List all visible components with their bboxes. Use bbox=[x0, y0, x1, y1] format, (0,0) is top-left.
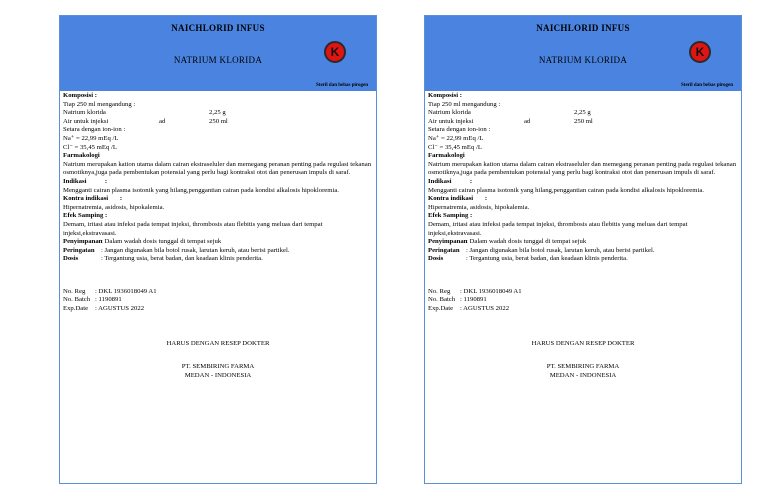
reg-key: No. Reg bbox=[428, 287, 451, 295]
spacer bbox=[63, 264, 373, 288]
spacer bbox=[63, 314, 373, 340]
na-line: Na⁺ = 22,99 mEq /L bbox=[63, 134, 119, 142]
hard-drug-k-logo-icon bbox=[689, 41, 711, 63]
company-city: MEDAN - INDONESIA bbox=[184, 371, 252, 379]
company-city: MEDAN - INDONESIA bbox=[549, 371, 617, 379]
label-body bbox=[60, 91, 376, 380]
kontra-heading: Kontra indikasi bbox=[63, 195, 109, 203]
na-line: Na⁺ = 22,99 mEq /L bbox=[428, 134, 484, 142]
efek-text: Demam, iritasi atau infeksi pada tempat injeksi, thrombosis atau flebitis yang meluas dari tempat injeksi,ekstravasasi. bbox=[428, 220, 688, 237]
air-value: 250 ml bbox=[574, 117, 593, 125]
kontra-text: Hipernatremia, asidosis, hipokalemia. bbox=[63, 203, 165, 211]
hard-drug-k-logo-icon bbox=[324, 41, 346, 63]
sterile-note: Steril dan bebas pirogen bbox=[681, 83, 733, 88]
natrium-name: Natrium klorida bbox=[428, 109, 471, 117]
efek-heading: Efek Samping bbox=[428, 212, 469, 220]
spacer bbox=[159, 109, 209, 118]
peringatan-heading: Peringatan bbox=[63, 246, 95, 254]
logo-letter: K bbox=[695, 45, 705, 59]
farmakologi-text: Natrium merupakan kation utama dalam cairan ekstraseluler dan memegang peranan penting pada regulasi tekanan osmotiknya,juga pada pembentukan potensial yang perlu bagi kontraksi otot dan penerusan impuls di saraf. bbox=[428, 160, 737, 177]
air-ad: ad bbox=[159, 117, 166, 125]
dosis-text: : Tergantung usia, berat badan, dan keadaan klinis penderita. bbox=[466, 255, 628, 263]
penyimpanan-text: : Dalam wadah dosis tunggal di tempat sejuk bbox=[466, 238, 587, 246]
colon: : bbox=[459, 92, 463, 99]
setara-line: Setara dengan ion-ion : bbox=[428, 126, 491, 134]
product-subtitle: NATRIUM KLORIDA bbox=[173, 55, 263, 65]
reg-key: No. Reg bbox=[63, 287, 86, 295]
colon: : bbox=[104, 177, 108, 185]
penyimpanan-heading: Penyimpanan bbox=[63, 238, 103, 246]
spacer bbox=[524, 109, 574, 118]
komposisi-heading: Komposisi bbox=[63, 92, 94, 99]
peringatan-text: : Jangan digunakan bila botol rusak, larutan keruh, atau berisi partikel. bbox=[101, 246, 290, 254]
label-header bbox=[60, 16, 376, 91]
reg-value: : DKL 1936018049 A1 bbox=[95, 287, 157, 295]
prescription-note: HARUS DENGAN RESEP DOKTER bbox=[531, 339, 635, 347]
colon: : bbox=[484, 195, 488, 203]
natrium-value: 2,25 g bbox=[209, 109, 226, 117]
cl-line: Cl⁻ = 35,45 mEq /L bbox=[428, 143, 482, 151]
peringatan-heading: Peringatan bbox=[428, 246, 460, 254]
peringatan-text: : Jangan digunakan bila botol rusak, larutan keruh, atau berisi partikel. bbox=[466, 246, 655, 254]
product-subtitle: NATRIUM KLORIDA bbox=[538, 55, 628, 65]
batch-value: : 1190891 bbox=[95, 296, 122, 304]
air-ad: ad bbox=[524, 117, 531, 125]
exp-value: : AGUSTUS 2022 bbox=[460, 305, 510, 313]
label-header bbox=[425, 16, 741, 91]
logo-letter: K bbox=[330, 45, 340, 59]
air-value: 250 ml bbox=[209, 117, 228, 125]
colon: : bbox=[105, 212, 108, 220]
kontra-heading: Kontra indikasi bbox=[428, 195, 474, 203]
air-name: Air untuk injeksi bbox=[63, 117, 109, 125]
tiap-line: Tiap 250 ml mengandung : bbox=[428, 100, 501, 108]
natrium-name: Natrium klorida bbox=[63, 109, 106, 117]
exp-key: Exp.Date bbox=[63, 305, 89, 313]
spacer bbox=[63, 348, 373, 363]
indikasi-text: Mengganti cairan plasma isotonik yang hilang,penggantian cairan pada kondisi alkalosis hipokloremia. bbox=[428, 186, 704, 194]
farmakologi-text: Natrium merupakan kation utama dalam cairan ekstraseluler dan memegang peranan penting pada regulasi tekanan osmotiknya,juga pada pembentukan potensial yang perlu bagi kontraksi otot dan penerusan impuls di saraf. bbox=[63, 160, 372, 177]
company-name: PT. SEMBIRING FARMA bbox=[546, 363, 620, 371]
colon: : bbox=[469, 177, 473, 185]
exp-key: Exp.Date bbox=[428, 305, 454, 313]
penyimpanan-heading: Penyimpanan bbox=[428, 238, 468, 246]
product-title: NAICHLORID INFUS bbox=[171, 23, 265, 33]
colon: : bbox=[119, 195, 123, 203]
efek-text: Demam, iritasi atau infeksi pada tempat injeksi, thrombosis atau flebitis yang meluas dari tempat injeksi,ekstravasasi. bbox=[63, 220, 323, 237]
dosis-text: : Tergantung usia, berat badan, dan keadaan klinis penderita. bbox=[101, 255, 263, 263]
setara-line: Setara dengan ion-ion : bbox=[63, 126, 126, 134]
tiap-line: Tiap 250 ml mengandung : bbox=[63, 100, 136, 108]
farmakologi-heading: Farmakologi bbox=[428, 152, 465, 160]
spacer bbox=[428, 264, 738, 288]
batch-key: No. Batch bbox=[428, 296, 456, 304]
spacer bbox=[428, 314, 738, 340]
batch-value: : 1190891 bbox=[460, 296, 487, 304]
infusion-label-right bbox=[424, 15, 742, 484]
exp-value: : AGUSTUS 2022 bbox=[95, 305, 145, 313]
spacer bbox=[428, 348, 738, 363]
komposisi-heading: Komposisi bbox=[428, 92, 459, 99]
infusion-label-left bbox=[59, 15, 377, 484]
company-name: PT. SEMBIRING FARMA bbox=[181, 363, 255, 371]
farmakologi-heading: Farmakologi bbox=[63, 152, 100, 160]
efek-heading: Efek Samping bbox=[63, 212, 104, 220]
kontra-text: Hipernatremia, asidosis, hipokalemia. bbox=[428, 203, 530, 211]
indikasi-heading: Indikasi bbox=[63, 177, 87, 185]
natrium-value: 2,25 g bbox=[574, 109, 591, 117]
colon: : bbox=[94, 92, 98, 99]
dosis-heading: Dosis bbox=[428, 255, 444, 263]
batch-key: No. Batch bbox=[63, 296, 91, 304]
air-name: Air untuk injeksi bbox=[428, 117, 474, 125]
cl-line: Cl⁻ = 35,45 mEq /L bbox=[63, 143, 117, 151]
product-title: NAICHLORID INFUS bbox=[536, 23, 630, 33]
sterile-note: Steril dan bebas pirogen bbox=[316, 83, 368, 88]
penyimpanan-text: : Dalam wadah dosis tunggal di tempat sejuk bbox=[101, 238, 222, 246]
prescription-note: HARUS DENGAN RESEP DOKTER bbox=[166, 339, 270, 347]
dosis-heading: Dosis bbox=[63, 255, 79, 263]
colon: : bbox=[470, 212, 473, 220]
reg-value: : DKL 1936018049 A1 bbox=[460, 287, 522, 295]
indikasi-text: Mengganti cairan plasma isotonik yang hilang,penggantian cairan pada kondisi alkalosis hipokloremia. bbox=[63, 186, 339, 194]
label-body bbox=[425, 91, 741, 380]
indikasi-heading: Indikasi bbox=[428, 177, 452, 185]
